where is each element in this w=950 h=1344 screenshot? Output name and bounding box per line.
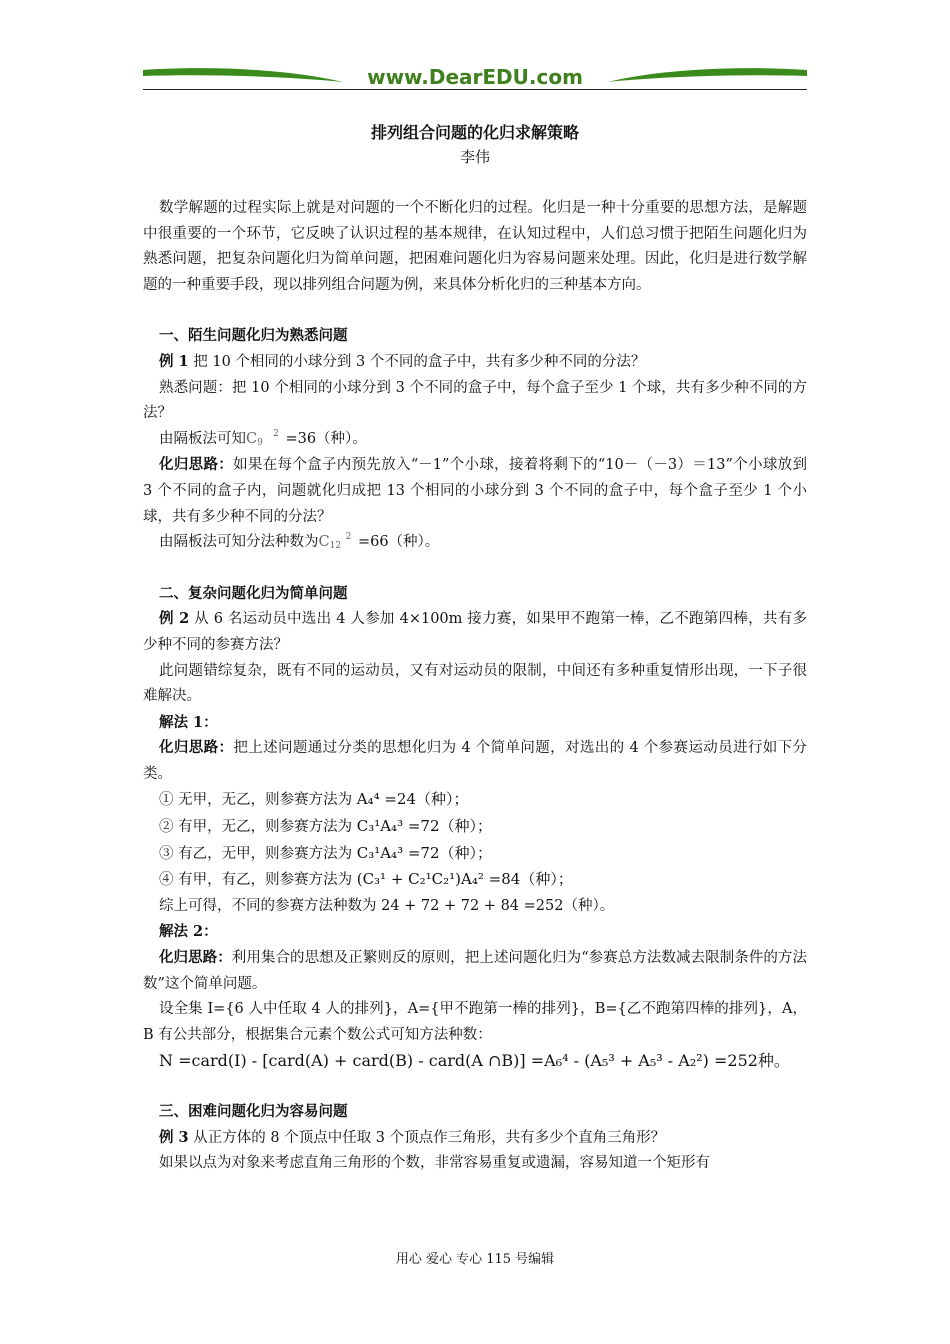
analysis-3: 如果以点为对象来考虑直角三角形的个数，非常容易重复或遗漏，容易知道一个矩形有 [159,1155,710,1172]
sum-line: 综上可得，不同的参赛方法种数为 24 + 72 + 72 + 84 =252（种）。 [159,897,615,914]
page-footer: 用心 爱心 专心 115 号编辑 [395,1252,555,1267]
example-2: 例 2 从 6 名运动员中选出 4 人参加 4×100m 接力赛，如果甲不跑第一棒，乙不跑第四棒，共有多少种不同的参赛方法？ [143,610,807,653]
page-header [143,62,807,92]
calc-1: 由隔板法可知C 2 9 =36（种）。 [159,428,367,448]
calc-2: 由隔板法可知分法种数为C 2 12 =66（种）。 [159,532,440,552]
page-title: 排列组合问题的化归求解策略 [370,123,579,142]
example-1: 例 1 把 10 个相同的小球分到 3 个不同的盒子中，共有多少种不同的分法？ [159,352,646,370]
author: 李伟 [459,148,490,166]
think-2a: 化归思路：把上述问题通过分类的思想化归为 4 个简单问题，对选出的 4 个参赛运动员进行如下分类。 [143,739,807,782]
article-body [143,196,807,1177]
think-2b: 化归思路：利用集合的思想及正繁则反的原则，把上述问题化归为“参赛总方法数减去限制条件的方法数”这个简单问题。 [143,949,807,992]
case-4: ④ 有甲，有乙，则参赛方法为 (C₃¹ + C₂¹C₂¹)A₄² =84（种）； [159,870,573,889]
case-2: ② 有甲，无乙，则参赛方法为 C₃¹A₄³ =72（种）； [159,817,493,836]
section-3-heading: 三、困难问题化归为容易问题 [159,1103,348,1120]
site-logo[interactable]: www.DearEDU.com [367,65,583,89]
case-1: ① 无甲，无乙，则参赛方法为 A₄⁴ =24（种）； [159,790,469,809]
section-1-heading: 一、陌生问题化归为熟悉问题 [159,327,348,345]
solution-1-label: 解法 1： [159,713,218,731]
intro-paragraph: 数学解题的过程实际上就是对问题的一个不断化归的过程。化归是一种十分重要的思想方法，是解题中很重要的一个环节，它反映了认识过程的基本规律，在认知过程中，人们总习惯于把陌生问题化归为熟悉问题，把复杂问题化归为简单问题，把困难问题化归为容易问题来处理。因此，化归是进行数学解题的一种重要手段，现以排列组合问题为例，来具体分析化归的三种基本方向。 [143,200,807,293]
think-1: 化归思路：如果在每个盒子内预先放入“－1”个小球，接着将剩下的“10－（－3）＝13”个小球放到 3 个不同的盒子内，问题就化归成把 13 个相同的小球分到 3 个不同的盒子中，每个盒子至少 1 个小球，共有多少种不同的分法？ [143,456,807,525]
set-definition: 设全集 I={6 人中任取 4 人的排列}，A={甲不跑第一棒的排列}，B={乙不跑第四棒的排列}，A，B 有公共部分，根据集合元素个数公式可知方法种数： [143,1001,807,1043]
header-divider [143,89,807,90]
section-2-heading: 二、复杂问题化归为简单问题 [159,584,348,602]
example-3: 例 3 从正方体的 8 个顶点中任取 3 个顶点作三角形，共有多少个直角三角形？ [159,1128,666,1146]
analysis-2: 此问题错综复杂，既有不同的运动员，又有对运动员的限制，中间还有多种重复情形出现，一下子很难解决。 [143,662,807,705]
case-3: ③ 有乙，无甲，则参赛方法为 C₃¹A₄³ =72（种）； [159,843,493,862]
familiar-problem: 熟悉问题：把 10 个相同的小球分到 3 个不同的盒子中，每个盒子至少 1 个球，共有多少种不同的方法？ [143,379,807,422]
solution-2-label: 解法 2： [159,923,218,941]
final-formula: N =card(I) - [card(A) + card(B) - card(A ∩B)] =A₆⁴ - (A₅³ + A₅³ - A₂²) =252种。 [159,1051,790,1071]
